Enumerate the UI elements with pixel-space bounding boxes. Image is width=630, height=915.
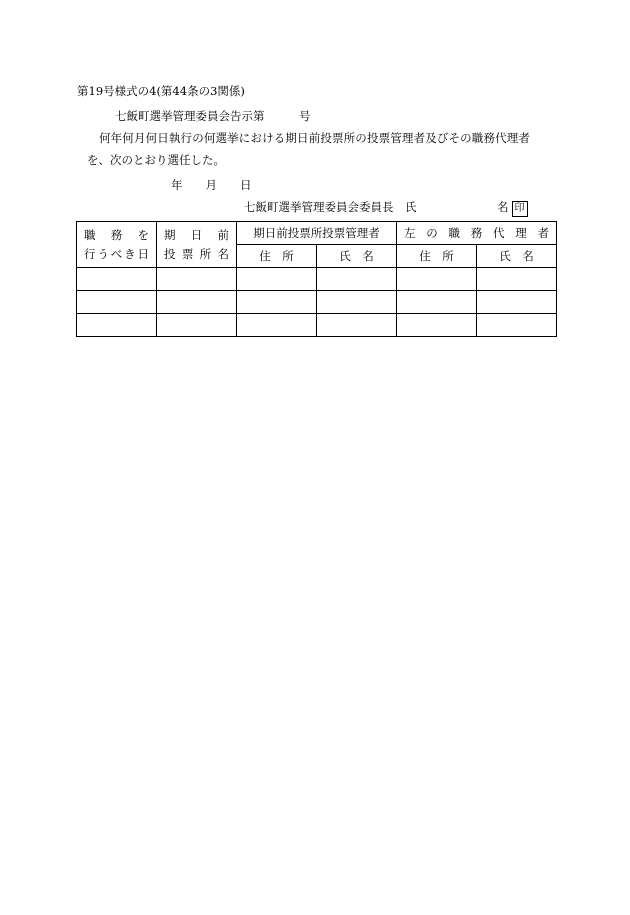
notice-number-line: 七飯町選挙管理委員会告示第 号 — [115, 109, 311, 123]
header-deputy-group: 左の職務代理者 — [397, 222, 557, 245]
body-text-line-2: を、次のとおり選任した。 — [87, 153, 225, 167]
cell-duty-date[interactable] — [77, 314, 157, 337]
signatory-text: 七飯町選挙管理委員会委員長 氏 名 — [244, 200, 509, 214]
header-polling-station-line2: 投票所名 — [164, 246, 229, 261]
cell-manager-name[interactable] — [317, 314, 397, 337]
cell-deputy-address[interactable] — [397, 268, 477, 291]
cell-manager-name[interactable] — [317, 268, 397, 291]
cell-polling-station[interactable] — [157, 268, 237, 291]
cell-duty-date[interactable] — [77, 268, 157, 291]
header-duty-date-line1: 職 務 を — [84, 227, 149, 242]
signatory-line — [244, 200, 528, 217]
date-line: 年 月 日 — [171, 178, 252, 192]
cell-duty-date[interactable] — [77, 291, 157, 314]
header-polling-station — [157, 222, 237, 268]
appointment-table — [76, 221, 557, 337]
form-reference: 第19号様式の4(第44条の3関係) — [77, 84, 245, 98]
cell-deputy-name[interactable] — [477, 314, 557, 337]
cell-polling-station[interactable] — [157, 291, 237, 314]
header-manager-group: 期日前投票所投票管理者 — [237, 222, 397, 245]
cell-deputy-address[interactable] — [397, 314, 477, 337]
body-text-line-1: 何年何月何日執行の何選挙における期日前投票所の投票管理者及びその職務代理者 — [99, 131, 531, 145]
table-row — [77, 291, 557, 314]
table-row — [77, 314, 557, 337]
seal-stamp-box: 印 — [512, 201, 528, 217]
cell-manager-address[interactable] — [237, 314, 317, 337]
cell-deputy-name[interactable] — [477, 268, 557, 291]
table-row — [77, 268, 557, 291]
header-duty-date — [77, 222, 157, 268]
header-manager-address: 住 所 — [237, 245, 317, 268]
cell-polling-station[interactable] — [157, 314, 237, 337]
header-deputy-address: 住 所 — [397, 245, 477, 268]
header-polling-station-line1: 期 日 前 — [164, 227, 229, 242]
header-deputy-name: 氏 名 — [477, 245, 557, 268]
cell-deputy-address[interactable] — [397, 291, 477, 314]
cell-deputy-name[interactable] — [477, 291, 557, 314]
cell-manager-name[interactable] — [317, 291, 397, 314]
cell-manager-address[interactable] — [237, 291, 317, 314]
cell-manager-address[interactable] — [237, 268, 317, 291]
header-manager-name: 氏 名 — [317, 245, 397, 268]
table-header-row-1 — [77, 222, 557, 245]
header-duty-date-line2: 行うべき日 — [84, 246, 149, 261]
